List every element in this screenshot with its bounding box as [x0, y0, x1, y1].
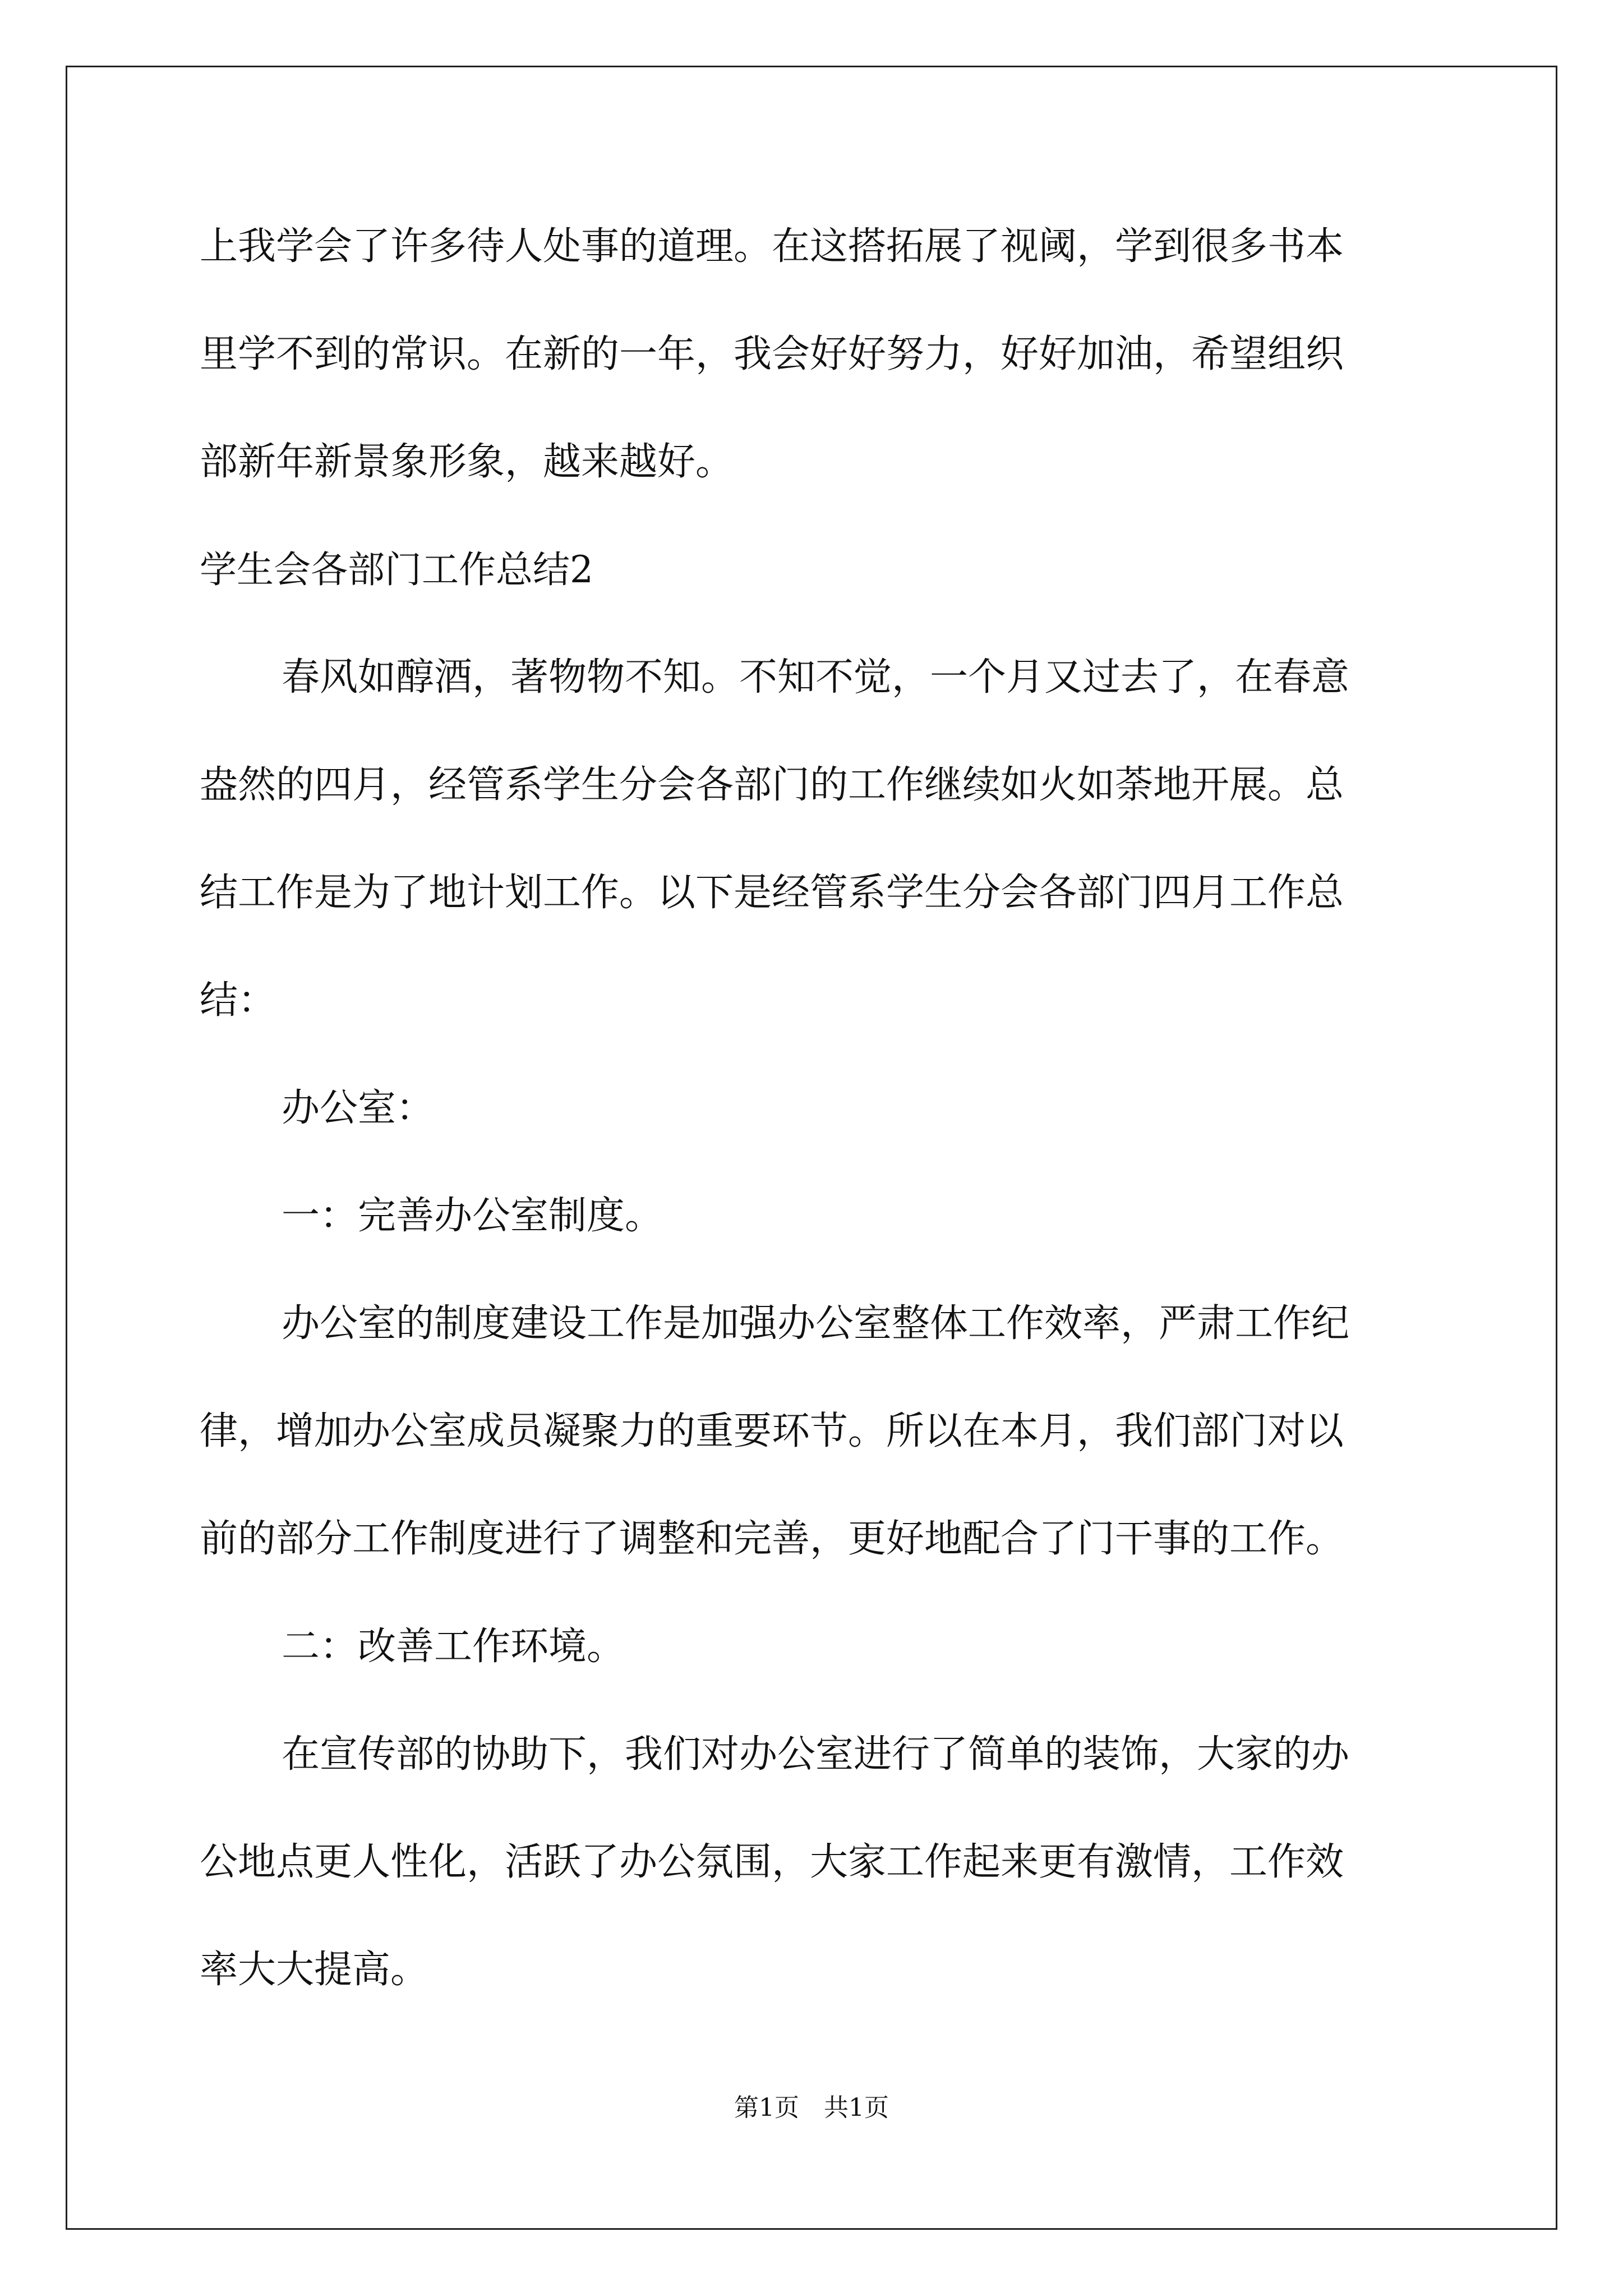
subsection-item: 二：改善工作环境。 — [282, 1625, 625, 1669]
section-heading: 学生会各部门工作总结2 — [200, 548, 593, 591]
paragraph-line: 春风如醇酒，著物物不知。不知不觉，一个月又过去了，在春意 — [282, 655, 1350, 700]
paragraph-line: 上我学会了许多待人处事的道理。在这搭拓展了视阈，学到很多书本 — [200, 224, 1344, 269]
paragraph-line: 办公室的制度建设工作是加强办公室整体工作效率，严肃工作纪 — [282, 1301, 1350, 1346]
subsection-label: 办公室： — [282, 1086, 435, 1130]
paragraph-line: 在宣传部的协助下，我们对办公室进行了简单的装饰，大家的办 — [282, 1732, 1350, 1777]
page-number-footer: 第1页 共1页 — [734, 2093, 889, 2122]
paragraph-line: 率大大提高。 — [200, 1948, 429, 1992]
subsection-item: 一：完善办公室制度。 — [282, 1194, 663, 1238]
paragraph-line: 公地点更人性化，活跃了办公氛围，大家工作起来更有激情，工作效 — [200, 1840, 1344, 1884]
page-border — [66, 66, 1557, 2230]
paragraph-line: 部新年新景象形象，越来越好。 — [200, 440, 734, 484]
paragraph-line: 前的部分工作制度进行了调整和完善，更好地配合了门干事的工作。 — [200, 1517, 1344, 1561]
paragraph-line: 里学不到的常识。在新的一年，我会好好努力，好好加油，希望组织 — [200, 332, 1344, 376]
paragraph-line: 结工作是为了地计划工作。以下是经管系学生分会各部门四月工作总 — [200, 871, 1344, 915]
paragraph-line: 律，增加办公室成员凝聚力的重要环节。所以在本月，我们部门对以 — [200, 1409, 1344, 1453]
paragraph-line: 结： — [200, 978, 276, 1023]
paragraph-line: 盎然的四月，经管系学生分会各部门的工作继续如火如荼地开展。总 — [200, 763, 1344, 807]
